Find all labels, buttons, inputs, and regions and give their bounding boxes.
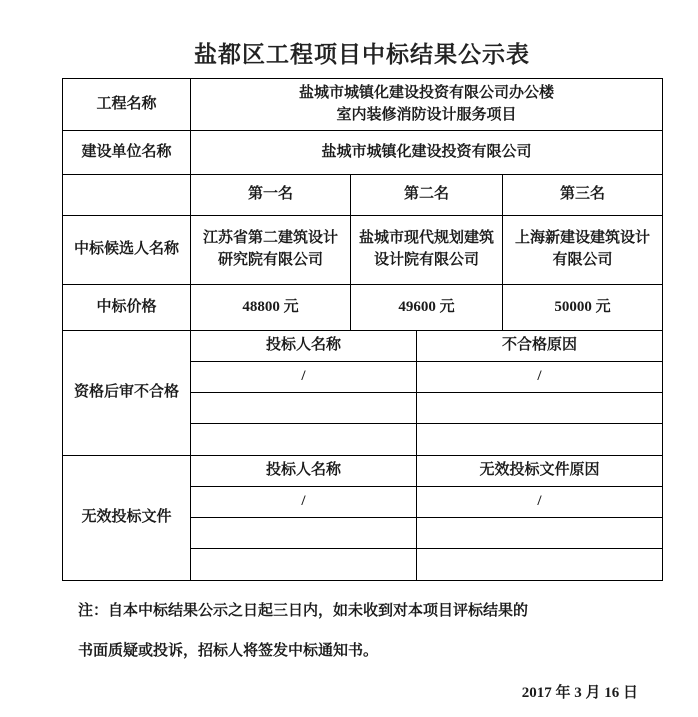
invalid-reason-value-cell: / (417, 487, 663, 518)
rank-2-header-cell: 第二名 (351, 175, 503, 216)
document-body (62, 0, 662, 711)
table-row (63, 331, 663, 362)
table-row (63, 216, 663, 285)
qualification-reason-header-cell: 不合格原因 (417, 331, 663, 362)
invalid-bidder-header-cell: 投标人名称 (191, 456, 417, 487)
table-row (63, 79, 663, 131)
candidate-2-cell: 盐城市现代规划建筑设计院有限公司 (351, 216, 503, 285)
project-name-line1: 盐城市城镇化建设投资有限公司办公楼 (299, 84, 555, 101)
qualification-empty-reason-cell (417, 424, 663, 456)
candidate-3-cell: 上海新建设建筑设计有限公司 (503, 216, 663, 285)
price-3-cell: 50000 元 (503, 285, 663, 331)
candidates-label-cell: 中标候选人名称 (63, 216, 191, 285)
footnote-line-1: 注：自本中标结果公示之日起三日内，如未收到对本项目评标结果的 (78, 603, 529, 619)
project-name-value-cell (191, 79, 663, 131)
candidate-1-cell: 江苏省第二建筑设计研究院有限公司 (191, 216, 351, 285)
qualification-empty-bidder-cell (191, 424, 417, 456)
qualification-reason-value-cell: / (417, 362, 663, 393)
rank-3-header-cell: 第三名 (503, 175, 663, 216)
qualification-empty-reason-cell (417, 393, 663, 424)
footnote-line-2: 书面质疑或投诉，招标人将签发中标通知书。 (78, 643, 379, 659)
table-row (63, 131, 663, 175)
invalid-empty-reason-cell (417, 518, 663, 549)
table-row (63, 456, 663, 487)
invalid-empty-reason-cell (417, 549, 663, 581)
invalid-empty-bidder-cell (191, 518, 417, 549)
invalid-bidder-value-cell: / (191, 487, 417, 518)
bid-result-table (62, 78, 663, 581)
owner-value-cell: 盐城市城镇化建设投资有限公司 (191, 131, 663, 175)
project-name-label-cell: 工程名称 (63, 79, 191, 131)
page-title: 盐都区工程项目中标结果公示表 (194, 41, 530, 67)
invalid-section-label-cell: 无效投标文件 (63, 456, 191, 581)
price-2-cell: 49600 元 (351, 285, 503, 331)
table-row (63, 175, 663, 216)
project-name-line2: 室内装修消防设计服务项目 (336, 106, 517, 123)
qualification-empty-bidder-cell (191, 393, 417, 424)
announcement-date: 2017 年 3 月 16 日 (521, 685, 638, 701)
invalid-empty-bidder-cell (191, 549, 417, 581)
rank-header-empty-cell (63, 175, 191, 216)
price-label-cell: 中标价格 (63, 285, 191, 331)
qualification-section-label-cell: 资格后审不合格 (63, 331, 191, 456)
price-1-cell: 48800 元 (191, 285, 351, 331)
qualification-bidder-header-cell: 投标人名称 (191, 331, 417, 362)
qualification-bidder-value-cell: / (191, 362, 417, 393)
invalid-reason-header-cell: 无效投标文件原因 (417, 456, 663, 487)
table-row (63, 285, 663, 331)
rank-1-header-cell: 第一名 (191, 175, 351, 216)
owner-label-cell: 建设单位名称 (63, 131, 191, 175)
footnote (78, 591, 648, 671)
